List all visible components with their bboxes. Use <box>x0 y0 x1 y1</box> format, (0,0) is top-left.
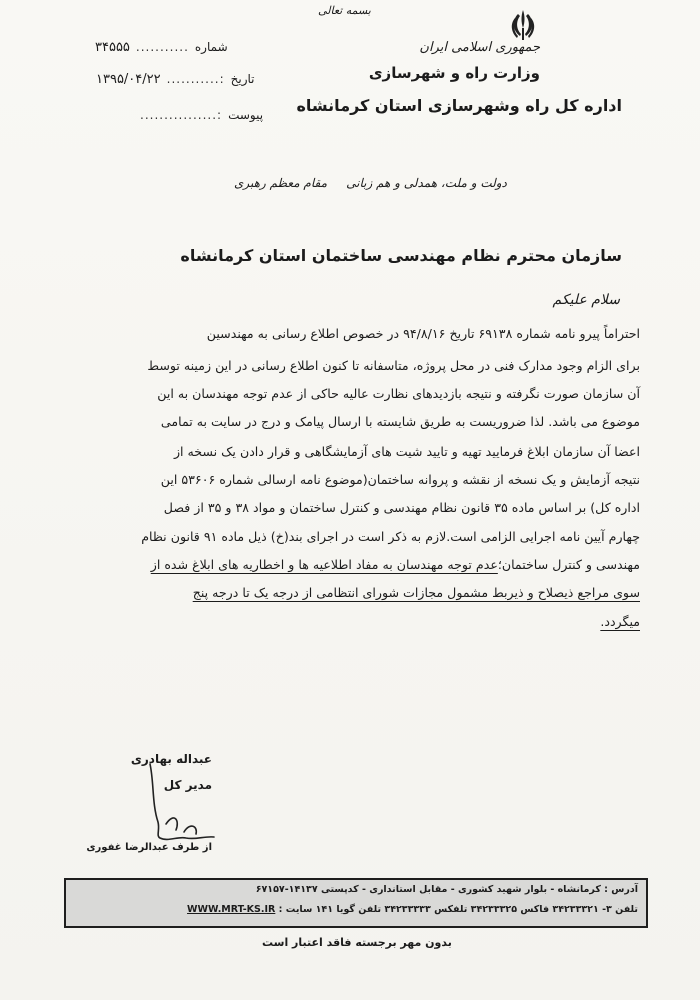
footer-address: آدرس : کرمانشاه - بلوار شهید کشوری - مقابل استانداری - کدپستی ۱۴۱۳۷-۶۷۱۵۷ <box>255 884 638 895</box>
attachment-label: پیوست <box>228 108 264 122</box>
body-line: اداره کل) بر اساس ماده ۳۵ قانون نظام مهندسی و کنترل ساختمان و مواد ۳۸ و ۳۵ از فصل <box>163 500 640 515</box>
letter-date-row <box>96 72 255 87</box>
slogan-text: دولت و ملت، همدلی و هم زبانی <box>346 176 507 190</box>
slogan <box>234 176 507 190</box>
body-line: چهارم آیین نامه اجرایی الزامی است.لازم به ذکر است در اجرای بند(خ) ذیل ماده ۹۱ قانون نظام <box>141 529 640 544</box>
body-line: موضوع می باشد. لذا ضروریست به طریق شایسته با ارسال پیامک و درج در سایت به تمامی <box>160 414 640 429</box>
republic-name: جمهوری اسلامی ایران <box>419 40 540 55</box>
body-line: برای الزام وجود مدارک فنی در محل پروژه، متاسفانه تا کنون اطلاع رسانی در این زمینه توسط <box>147 358 640 373</box>
signatory-name: عبداله بهادری <box>130 752 212 766</box>
department-name: اداره کل راه وشهرسازی استان کرمانشاه <box>296 96 622 115</box>
salutation: سلام علیکم <box>552 292 620 308</box>
addressee: سازمان محترم نظام مهندسی ساختمان استان کرمانشاه <box>180 246 622 265</box>
underlined-text: عدم توجه مهندسان به مفاد اطلاعیه ها و اخطاریه های ابلاغ شده از <box>150 557 498 572</box>
footer-phones: تلفن ۳- ۳۴۲۳۳۳۲۱ فاکس ۳۴۲۳۳۳۲۵ تلفکس ۳۴۲۳۳۳۳۳ تلفن گویا ۱۴۱ سایت : <box>278 904 638 915</box>
number-dots: ........... <box>135 40 189 54</box>
on-behalf-of: از طرف عبدالرضا غفوری <box>86 842 212 853</box>
body-line: احتراماً پیرو نامه شماره ۶۹۱۳۸ تاریخ ۹۴/۸/۱۶ در خصوص اطلاع رسانی به مهندسین <box>206 326 640 341</box>
attachment-row <box>140 108 263 122</box>
ministry-name: وزارت راه و شهرسازی <box>368 64 540 82</box>
body-line <box>151 557 640 572</box>
date-value: ۱۳۹۵/۰۴/۲۲ <box>96 72 161 87</box>
slogan-attribution: مقام معظم رهبری <box>234 176 328 190</box>
body-text: مهندسی و کنترل ساختمان؛ <box>497 557 640 572</box>
body-line: اعضا آن سازمان ابلاغ فرمایید تهیه و تایید شیت های آزمایشگاهی و قرار دادن یک نسخه از <box>173 444 640 459</box>
signatory-title: مدیر کل <box>163 778 212 792</box>
number-value: ۳۴۵۵۵ <box>95 40 130 55</box>
attachment-dots: :................ <box>140 108 223 122</box>
invocation: بسمه تعالی <box>318 4 371 17</box>
handwritten-signature <box>126 752 246 852</box>
number-label: شماره <box>194 40 228 54</box>
iran-emblem-icon <box>508 8 538 42</box>
footer-contact <box>187 904 638 915</box>
underlined-line: سوی مراجع ذیصلاح و ذیربط مشمول مجازات شورای انتظامی از درجه یک تا درجه پنج <box>192 585 640 600</box>
footer-contact-box <box>64 878 648 928</box>
body-line: آن سازمان صورت نگرفته و نتیجه بازدیدهای نظارت عالیه حاکی از عدم توجه مهندسان به این <box>157 386 640 401</box>
letter-number-row <box>95 40 228 55</box>
validity-note: بدون مهر برجسته فاقد اعتبار است <box>262 936 452 949</box>
date-dots: :........... <box>166 72 225 86</box>
body-line: نتیجه آزمایش و یک نسخه از نقشه و پروانه ساختمان(موضوع نامه ارسالی شماره ۵۳۶۰۶ این <box>160 472 640 487</box>
underlined-line: میگردد. <box>600 614 640 629</box>
website-link[interactable]: WWW.MRT-KS.IR <box>187 904 276 915</box>
date-label: تاریخ <box>230 72 255 86</box>
